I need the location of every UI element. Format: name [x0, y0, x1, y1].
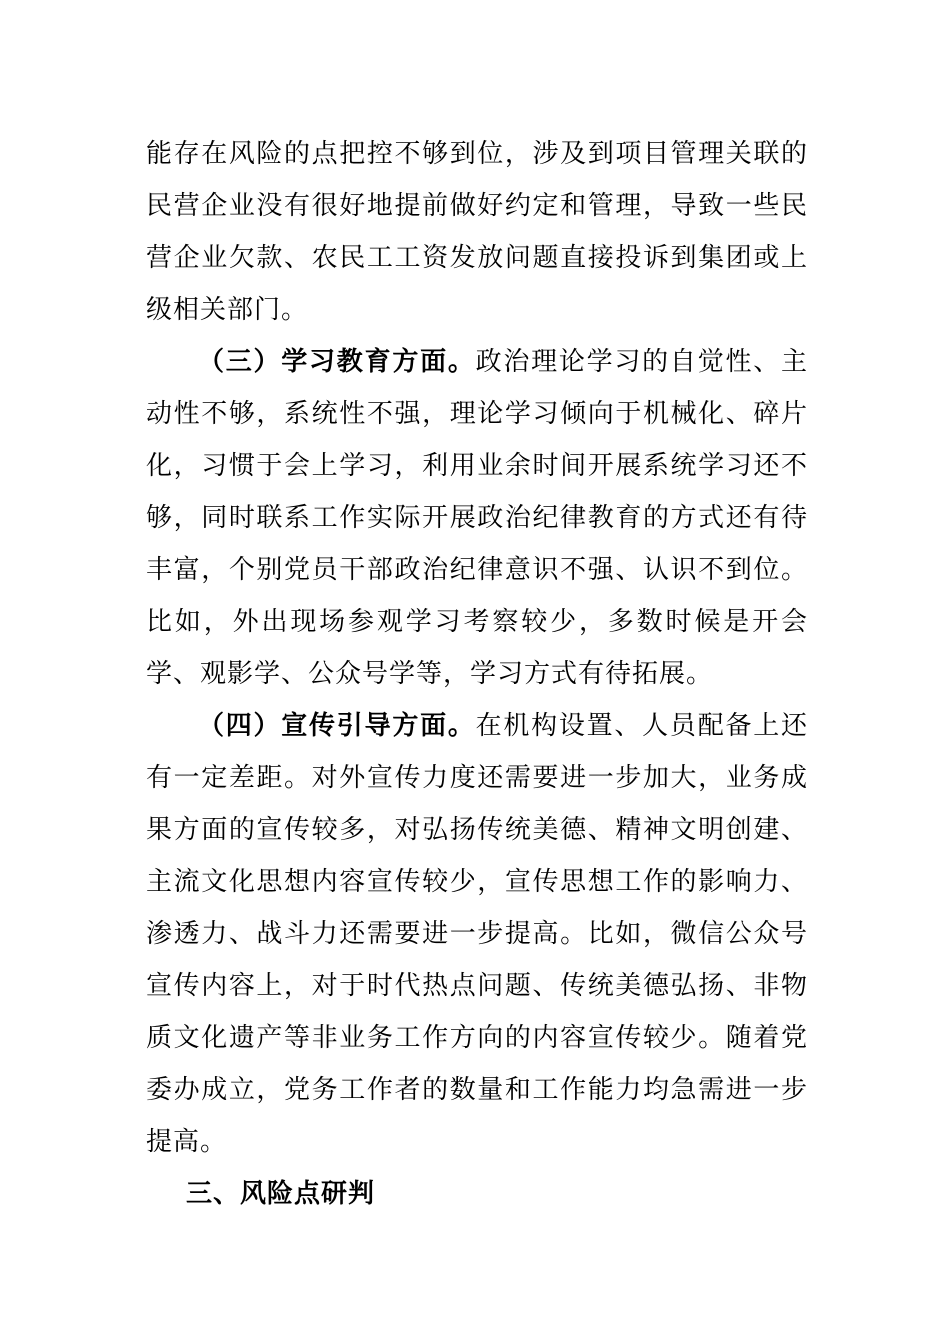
paragraph-continuation	[146, 128, 808, 336]
paragraph-lead-heading: （三）学习教育方面。	[198, 347, 476, 377]
paragraph-study-education	[146, 336, 808, 700]
paragraph-lead-heading: （四）宣传引导方面。	[198, 711, 476, 741]
paragraph-publicity-guidance	[146, 700, 808, 1168]
document-page	[146, 128, 808, 1220]
paragraph-text: 在机构设置、人员配备上还有一定差距。对外宣传力度还需要进一步加大，业务成果方面的宣传较多，对弘扬传统美德、精神文明创建、主流文化思想内容宣传较少，宣传思想工作的影响力、渗透力、战斗力还需要进一步提高。比如，微信公众号宣传内容上，对于时代热点问题、传统美德弘扬、非物质文化遗产等非业务工作方向的内容宣传较少。随着党委办成立，党务工作者的数量和工作能力均急需进一步提高。	[146, 711, 808, 1157]
section-heading: 三、风险点研判	[186, 1179, 376, 1209]
paragraph-text: 政治理论学习的自觉性、主动性不够，系统性不强，理论学习倾向于机械化、碎片化，习惯于会上学习，利用业余时间开展系统学习还不够，同时联系工作实际开展政治纪律教育的方式还有待丰富，个别党员干部政治纪律意识不强、认识不到位。比如，外出现场参观学习考察较少，多数时候是开会学、观影学、公众号学等，学习方式有待拓展。	[146, 347, 808, 689]
paragraph-text: 能存在风险的点把控不够到位，涉及到项目管理关联的民营企业没有很好地提前做好约定和管理，导致一些民营企业欠款、农民工工资发放问题直接投诉到集团或上级相关部门。	[146, 139, 808, 325]
